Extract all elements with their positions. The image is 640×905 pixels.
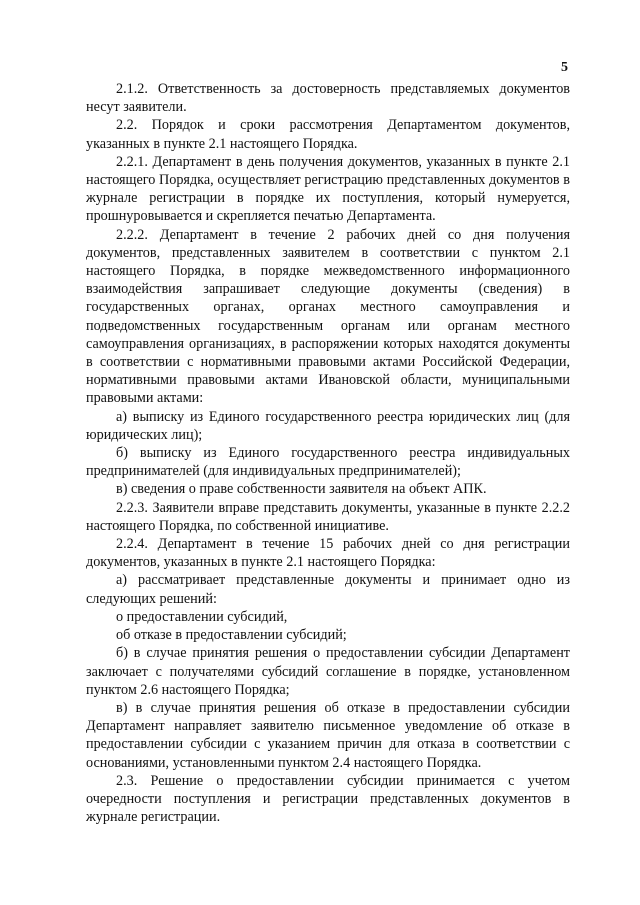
paragraph-2-2-4: 2.2.4. Департамент в течение 15 рабочих дней со дня регистрации документов, указанных в пункте 2.1 настоящего Порядка:: [86, 536, 570, 571]
list-item-a-review: а) рассматривает представленные документы и принимает одно из следующих решений:: [86, 572, 570, 607]
list-item-a-egrul: а) выписку из Единого государственного реестра юридических лиц (для юридических лиц);: [86, 408, 570, 443]
paragraph-2-1-2: 2.1.2. Ответственность за достоверность представляемых документов несут заявители.: [86, 81, 570, 116]
paragraph-2-2-3: 2.2.3. Заявители вправе представить документы, указанные в пункте 2.2.2 настоящего Порядка, по собственной инициативе.: [86, 499, 570, 534]
paragraph-2-2-1: 2.2.1. Департамент в день получения документов, указанных в пункте 2.1 настоящего Порядка, осуществляет регистрацию представленных документов в журнале регистрации в порядке их поступления, который нумеруется, прошнуровывается и скрепляется печатью Департамента.: [86, 153, 570, 225]
page-number: 5: [561, 60, 568, 75]
document-body: [86, 80, 570, 826]
list-item-v-property: в) сведения о праве собственности заявителя на объект АПК.: [116, 481, 487, 498]
decision-option-refuse: об отказе в предоставлении субсидий;: [116, 627, 347, 644]
paragraph-2-2-2: 2.2.2. Департамент в течение 2 рабочих дней со дня получения документов, представленных заявителем в соответствии с пунктом 2.1 настоящего Порядка, в порядке межведомственного информационного взаимодействия запрашивает следующие документы (сведения) в государственных органах, органах местного самоуправления и подведомственных государственным органам или органам местного самоуправления организациях, в распоряжении которых находятся документы в соответствии с нормативными правовыми актами Российской Федерации, нормативными правовыми актами Ивановской области, муниципальными правовыми актами:: [86, 226, 570, 407]
decision-option-grant: о предоставлении субсидий,: [116, 608, 288, 625]
list-item-v-refusal-notice: в) в случае принятия решения об отказе в предоставлении субсидии Департамент направляет заявителю письменное уведомление об отказе в предоставлении субсидии с указанием причин для отказа в соответствии с основаниями, установленными пунктом 2.4 настоящего Порядка.: [86, 699, 570, 771]
list-item-b-egrip: б) выписку из Единого государственного реестра индивидуальных предпринимателей (для индивидуальных предпринимателей);: [86, 445, 570, 480]
paragraph-2-3: 2.3. Решение о предоставлении субсидии принимается с учетом очередности поступления и регистрации представленных документов в журнале регистрации.: [86, 772, 570, 826]
paragraph-2-2: 2.2. Порядок и сроки рассмотрения Департаментом документов, указанных в пункте 2.1 настоящего Порядка.: [86, 117, 570, 152]
list-item-b-agreement: б) в случае принятия решения о предоставлении субсидии Департамент заключает с получателями субсидий соглашение в порядке, установленном пунктом 2.6 настоящего Порядка;: [86, 645, 570, 698]
